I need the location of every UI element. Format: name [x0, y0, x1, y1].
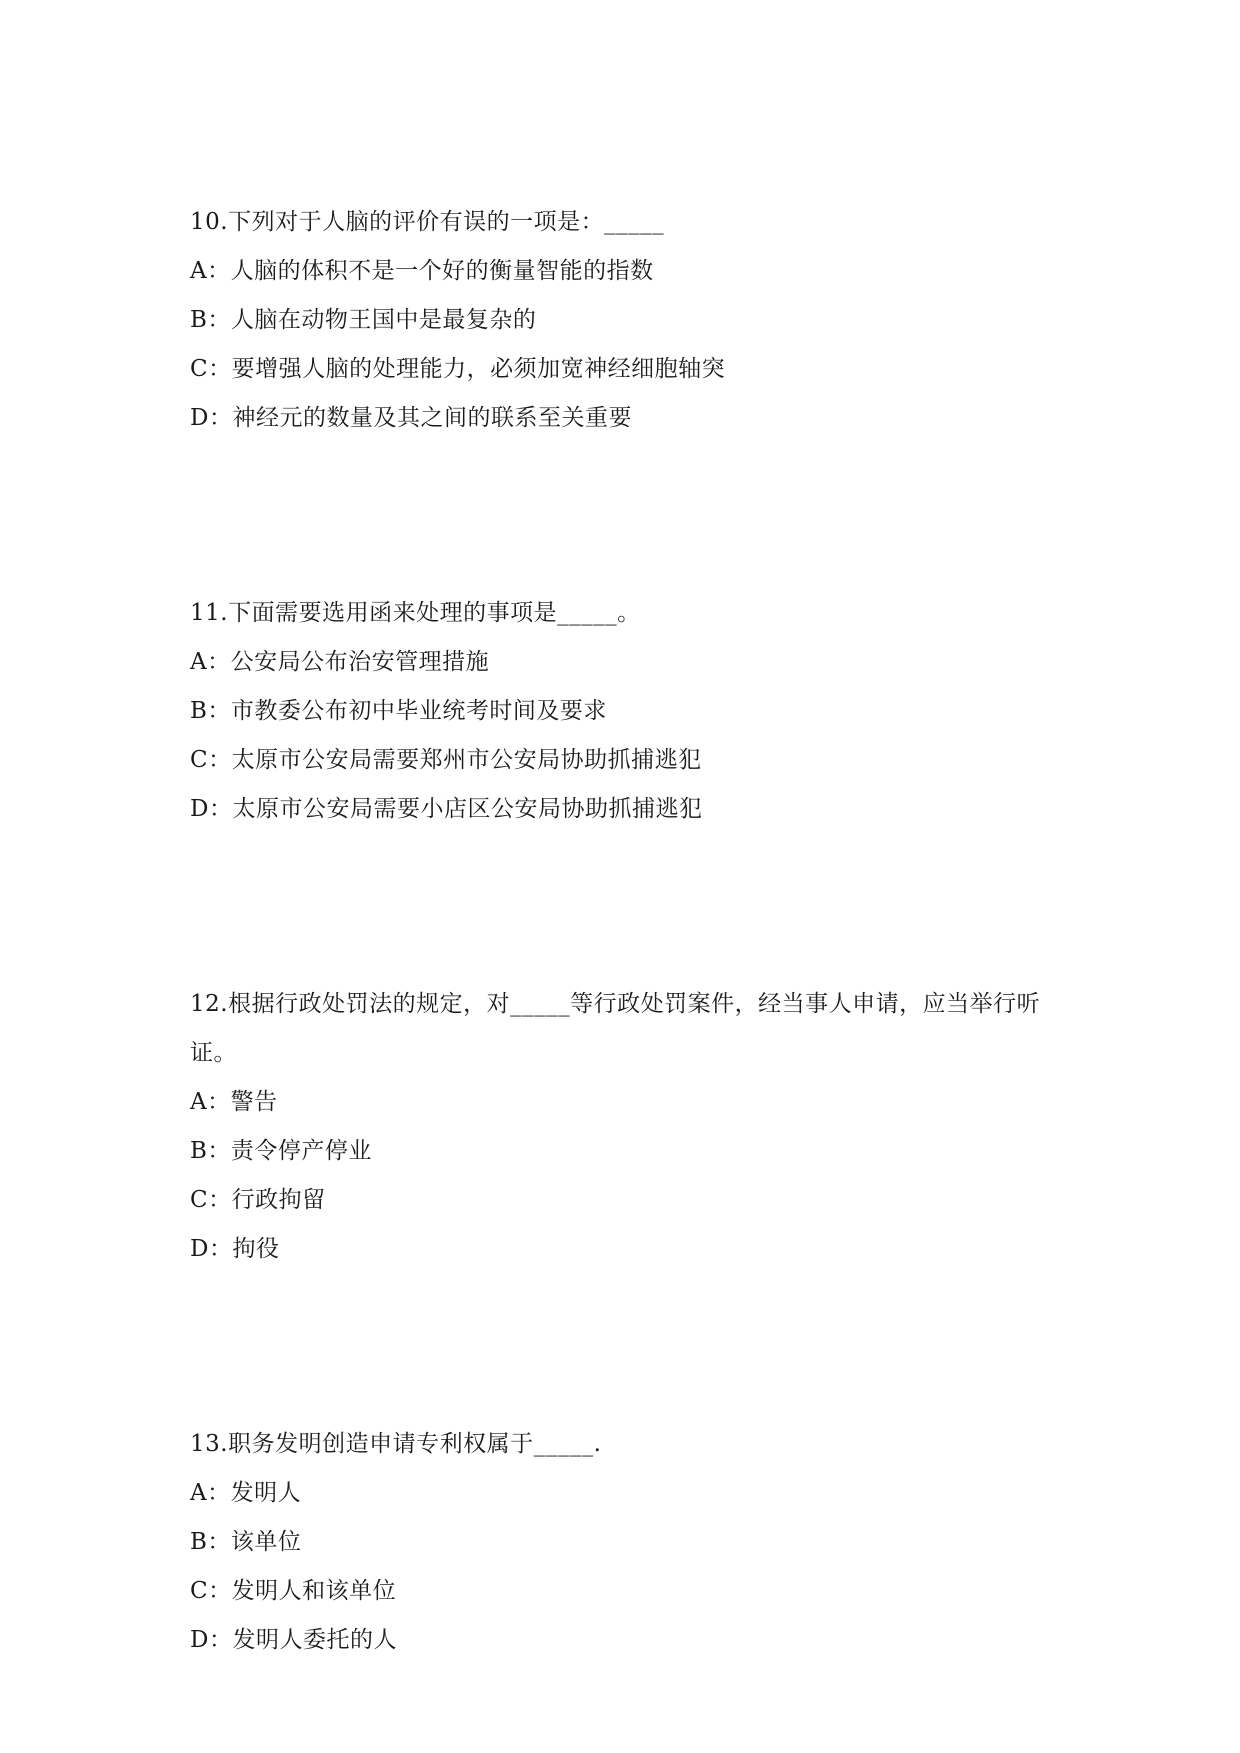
option-c: C：行政拘留: [190, 1187, 326, 1213]
option-a: A：公安局公布治安管理措施: [190, 649, 490, 675]
option-b: B：责令停产停业: [190, 1138, 372, 1164]
question-12: [190, 980, 1070, 1274]
option-b: B：人脑在动物王国中是最复杂的: [190, 307, 537, 333]
question-stem: 12.根据行政处罚法的规定，对_____等行政处罚案件，经当事人申请，应当举行听证。: [190, 991, 1041, 1066]
question-stem: 11.下面需要选用函来处理的事项是_____。: [190, 600, 641, 626]
document-page: [190, 198, 1070, 1665]
question-10: [190, 198, 1070, 443]
option-c: C：太原市公安局需要郑州市公安局协助抓捕逃犯: [190, 747, 702, 773]
question-13: [190, 1420, 1070, 1665]
option-a: A：人脑的体积不是一个好的衡量智能的指数: [190, 258, 654, 284]
option-a: A：发明人: [190, 1480, 302, 1506]
option-d: D：发明人委托的人: [190, 1627, 397, 1653]
option-a: A：警告: [190, 1089, 278, 1115]
option-d: D：太原市公安局需要小店区公安局协助抓捕逃犯: [190, 796, 703, 822]
option-d: D：拘役: [190, 1236, 280, 1262]
question-stem: 13.职务发明创造申请专利权属于_____.: [190, 1431, 602, 1457]
question-11: [190, 589, 1070, 834]
option-b: B：市教委公布初中毕业统考时间及要求: [190, 698, 607, 724]
question-stem: 10.下列对于人脑的评价有误的一项是：_____: [190, 209, 665, 235]
option-c: C：发明人和该单位: [190, 1578, 397, 1604]
option-b: B：该单位: [190, 1529, 302, 1555]
option-d: D：神经元的数量及其之间的联系至关重要: [190, 405, 632, 431]
option-c: C：要增强人脑的处理能力，必须加宽神经细胞轴突: [190, 356, 726, 382]
